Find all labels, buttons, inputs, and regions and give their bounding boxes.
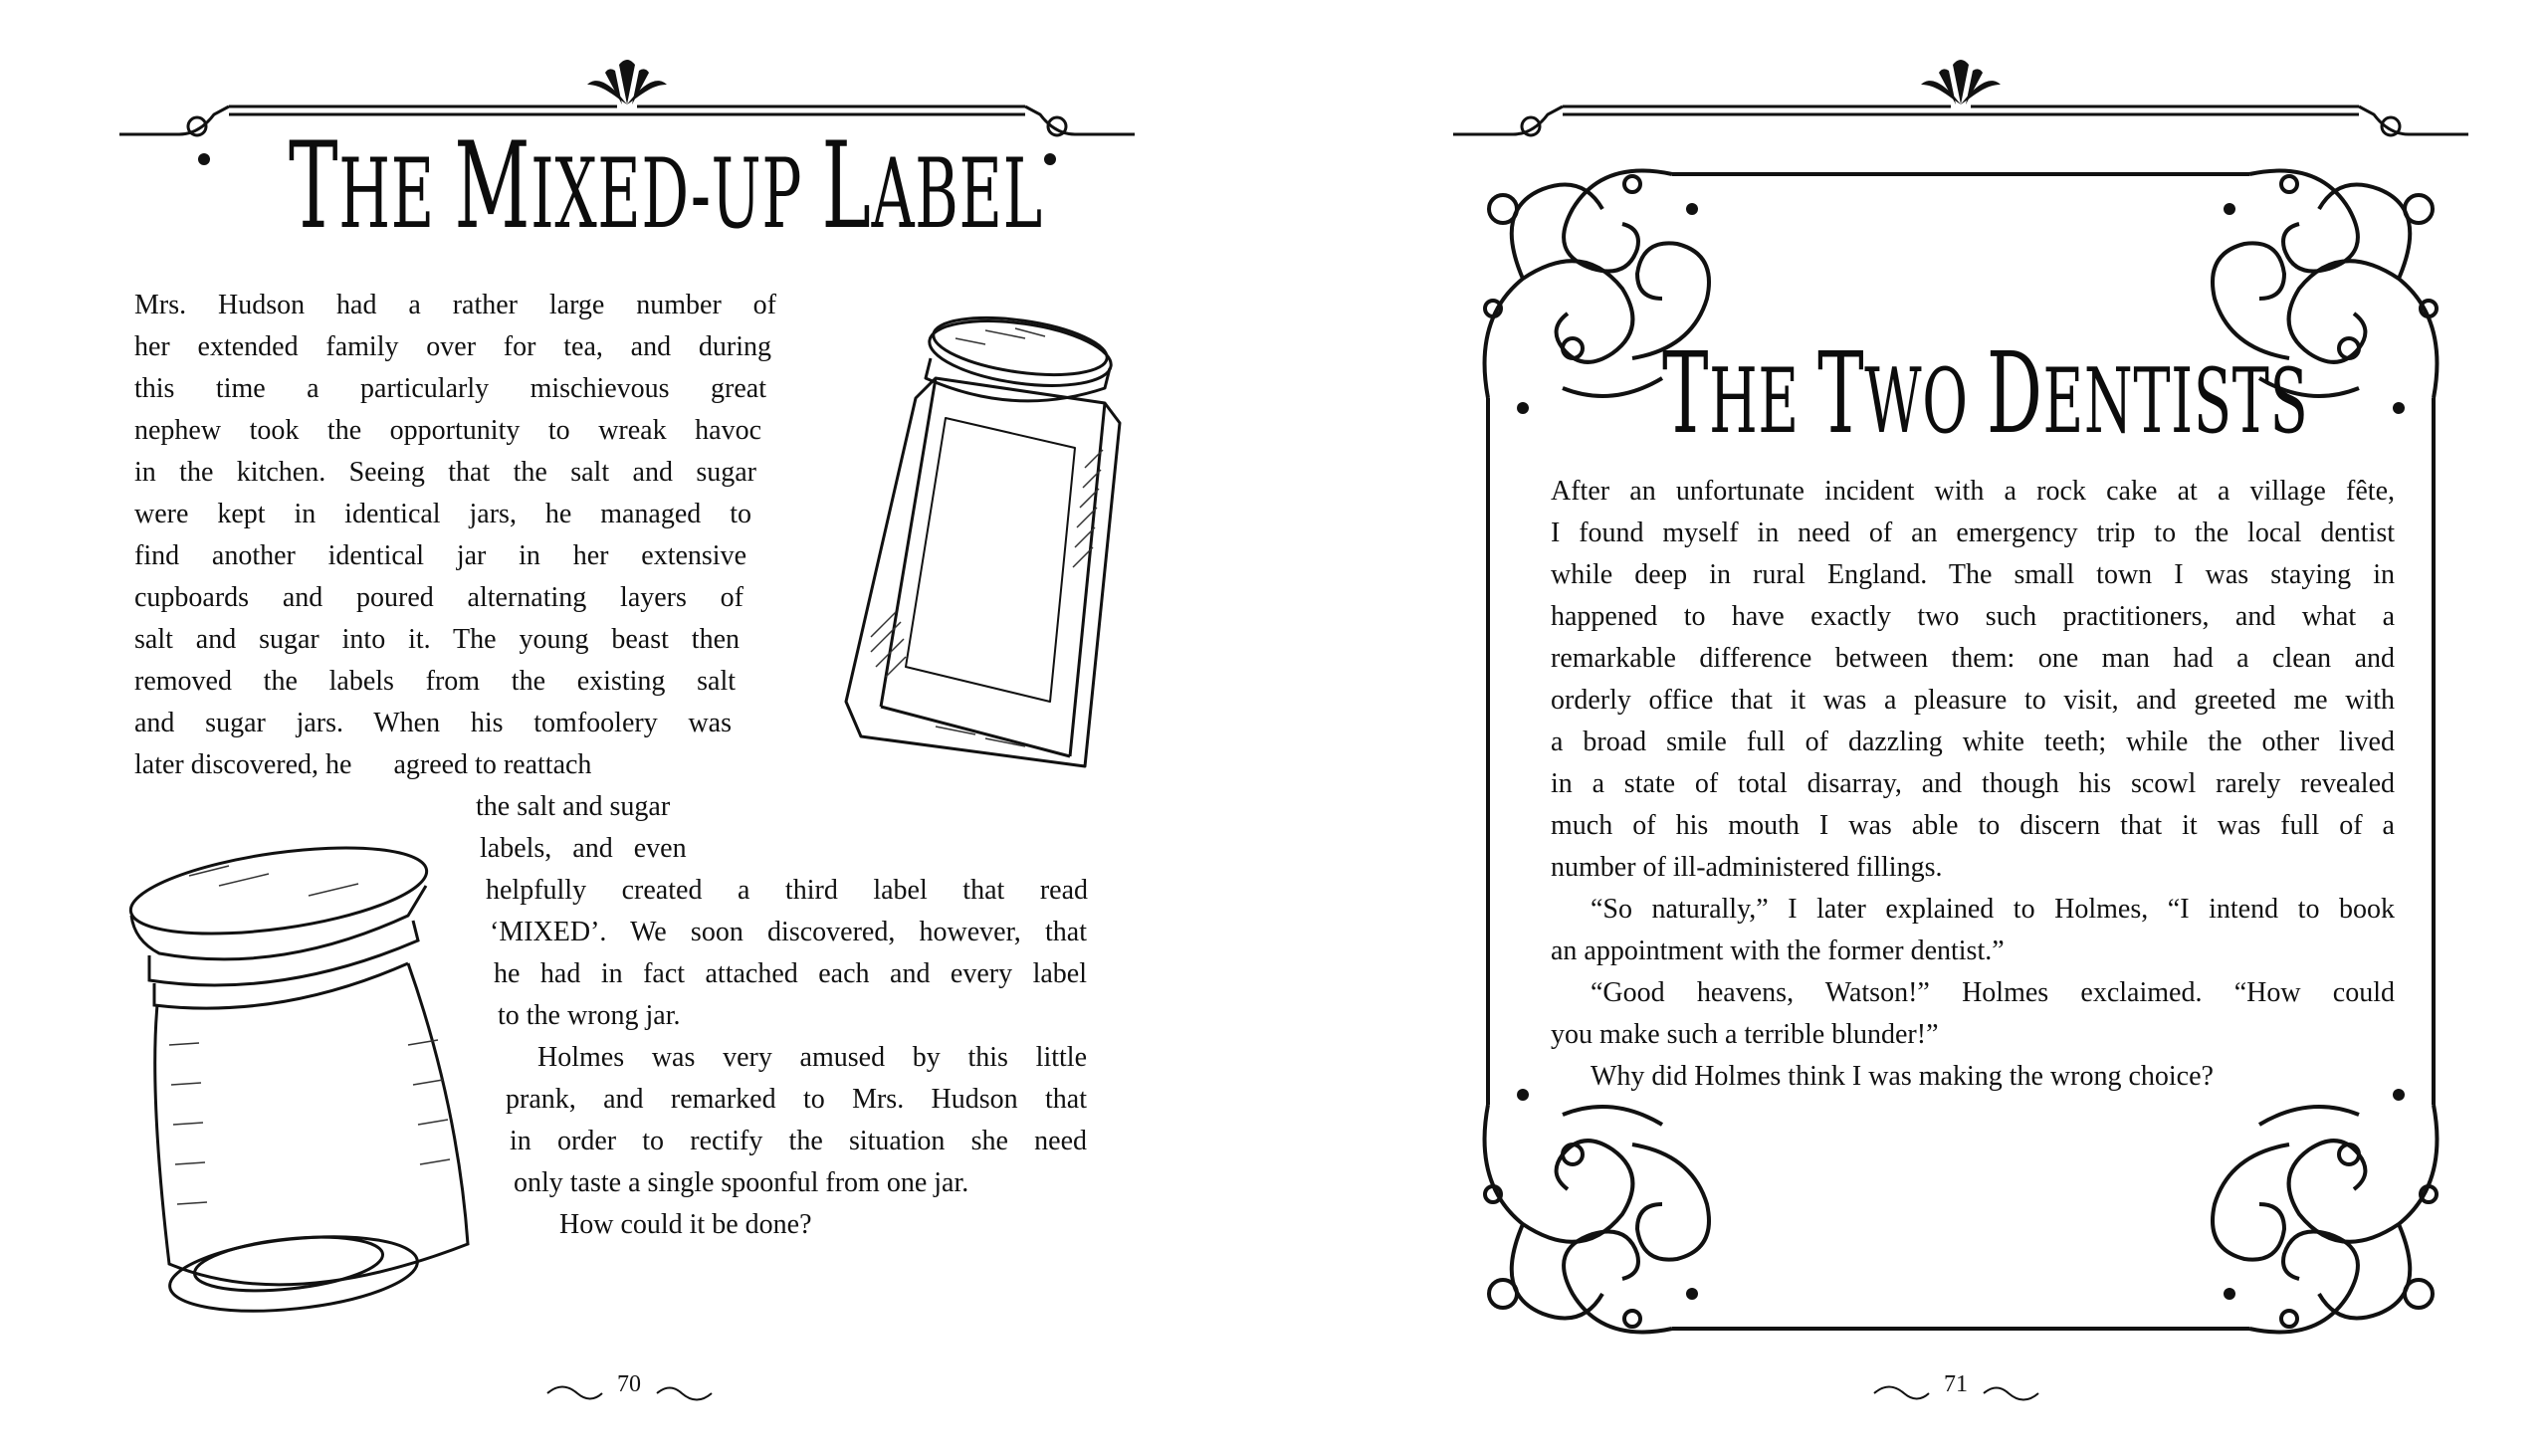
text-line: After an unfortunate incident with a rock cake at a village fête, [1551, 476, 2395, 507]
text-line: ‘MIXED’. We soon discovered, however, that [490, 917, 1087, 947]
text-line: and sugar jars. When his tomfoolery was [134, 708, 732, 738]
question: How could it be done? [559, 1209, 812, 1240]
text-line: a broad smile full of dazzling white teeth; while the other lived [1551, 727, 2395, 757]
text-line: Mrs. Hudson had a rather large number of [134, 290, 776, 320]
text-line: salt and sugar into it. The young beast then [134, 624, 740, 655]
right-page [1274, 0, 2548, 1456]
text-line: removed the labels from the existing salt [134, 666, 736, 697]
text-line: “Good heavens, Watson!” Holmes exclaimed. “How could [1591, 977, 2395, 1008]
text-line: only taste a single spoonful from one jar. [514, 1167, 969, 1198]
text-line: helpfully created a third label that read [486, 875, 1088, 906]
round-jar-illustration [109, 846, 468, 1314]
text-line: find another identical jar in her extensive [134, 540, 746, 571]
page-number: 70 [617, 1371, 641, 1397]
text-line: this time a particularly mischievous great [134, 373, 766, 404]
text-line: were kept in identical jars, he managed to [134, 499, 751, 529]
text-line: in order to rectify the situation she need [510, 1126, 1087, 1156]
text-line: number of ill-administered fillings. [1551, 852, 1943, 883]
text-line: “So naturally,” I later explained to Holmes, “I intend to book [1591, 894, 2395, 925]
text-line: he had in fact attached each and every label [494, 958, 1087, 989]
text-line: later discovered, he agreed to reattach [134, 749, 592, 780]
page-title: THE TWO DENTISTS [1662, 328, 2309, 459]
text-line: you make such a terrible blunder!” [1551, 1019, 1939, 1050]
page-title: THE MIXED-UP LABEL [289, 117, 1043, 256]
question: Why did Holmes think I was making the wrong choice? [1591, 1061, 2214, 1092]
text-line: in the kitchen. Seeing that the salt and sugar [134, 457, 756, 488]
text-line: orderly office that it was a pleasure to visit, and greeted me with [1551, 685, 2395, 716]
text-line: Holmes was very amused by this little [537, 1042, 1087, 1073]
text-line: while deep in rural England. The small town I was staying in [1551, 559, 2395, 590]
text-line: happened to have exactly two such practitioners, and what a [1551, 601, 2395, 632]
text-line: labels, and even [480, 833, 687, 864]
text-line: much of his mouth I was able to discern that it was full of a [1551, 810, 2395, 841]
text-line: I found myself in need of an emergency trip to the local dentist [1551, 518, 2395, 548]
text-line: in a state of total disarray, and though his scowl rarely revealed [1551, 768, 2395, 799]
text-line: the salt and sugar [476, 791, 671, 822]
text-line: cupboards and poured alternating layers of [134, 582, 743, 613]
text-line: her extended family over for tea, and during [134, 331, 771, 362]
text-line: prank, and remarked to Mrs. Hudson that [506, 1084, 1087, 1115]
header-ornament [1453, 55, 2468, 154]
text-line: nephew took the opportunity to wreak havoc [134, 415, 761, 446]
text-line: an appointment with the former dentist.” [1551, 936, 2005, 966]
hexagonal-jar-illustration [786, 309, 1145, 776]
text-line: remarkable difference between them: one man had a clean and [1551, 643, 2395, 674]
text-line: to the wrong jar. [498, 1000, 681, 1031]
page-number: 71 [1944, 1371, 1968, 1397]
